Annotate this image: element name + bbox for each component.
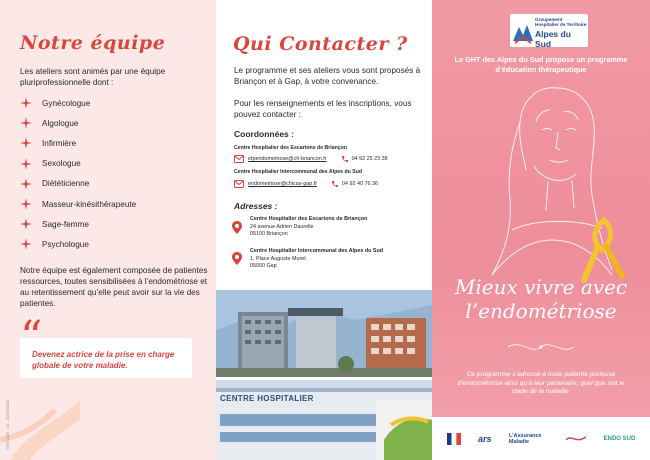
phone-label: 04 92 40 76 36 — [342, 181, 378, 187]
location-pin-icon — [232, 221, 242, 234]
phone-label: 04 92 25 23 38 — [351, 156, 388, 162]
ribbon-decoration-icon — [0, 380, 80, 460]
cover-title — [432, 275, 650, 323]
list-item — [20, 174, 136, 194]
cover-tagline: Le GHT des Alpes du Sud propose un programme d’éducation thérapeutique — [454, 55, 628, 74]
cover-subtitle: Ce programme s’adresse à toute patiente porteuse d’endométriose ainsi qu’à leur partenaire, quel que soit le stade de la maladie. — [457, 371, 625, 395]
star-bullet-icon — [20, 238, 32, 250]
team-item-label: Gynécologue — [42, 98, 91, 108]
quote-mark-icon: “ — [20, 312, 43, 363]
star-bullet-icon — [20, 178, 32, 190]
phone-number — [341, 155, 388, 163]
star-bullet-icon — [20, 117, 32, 129]
hospital-sign: CENTRE HOSPITALIER — [220, 394, 314, 403]
hospital-briancon-photo — [216, 290, 432, 377]
logo-text: Groupement — [535, 17, 563, 22]
location-pin-icon — [232, 252, 242, 265]
address-block — [250, 248, 383, 271]
flourish-decoration-icon — [506, 337, 576, 357]
list-item — [20, 113, 136, 133]
phone-icon — [341, 155, 349, 163]
team-title: Notre équipe — [20, 32, 166, 54]
cover-title-line: l’endométriose — [465, 299, 617, 323]
endo-logo — [566, 434, 586, 444]
star-bullet-icon — [20, 97, 32, 109]
email-link[interactable]: etpendometriose@ch-briancon.fr — [248, 156, 327, 162]
contact-intro: Le programme et ses ateliers vous sont proposés à Briançon et à Gap, à votre convenance. — [234, 66, 421, 86]
list-item — [20, 214, 136, 234]
star-bullet-icon — [20, 198, 32, 210]
phone-number — [331, 180, 378, 188]
team-item-label: Masseur-kinésithérapeute — [42, 199, 137, 209]
star-bullet-icon — [20, 218, 32, 230]
team-item-label: Infirmière — [42, 138, 77, 148]
contact-instructions: Pour les renseignements et les inscriptions, vous pouvez contacter : — [234, 99, 412, 119]
logo-text: Hospitalier de Territoire — [535, 22, 587, 28]
logo-title: Alpes du Sud — [535, 29, 571, 49]
address-name: Centre Hospitalier Intercommunal des Alpes du Sud — [250, 248, 384, 254]
team-intro: Les ateliers sont animés par une équipe pluriprofessionnelle dont : — [20, 67, 166, 87]
cover-title-line: Mieux vivre avec — [454, 275, 628, 299]
address-name: Centre Hospitalier des Escartons de Briançon — [250, 216, 368, 222]
envelope-icon — [234, 180, 244, 188]
cover-panel — [432, 0, 650, 460]
address-street: 24 avenue Adrien Daurelle — [250, 223, 314, 230]
endosud-logo: ENDO SUD — [603, 435, 636, 442]
team-item-label: Sexologue — [42, 159, 81, 169]
star-bullet-icon — [20, 158, 32, 170]
contact-row — [234, 180, 378, 188]
quote-text: Devenez actrice de la prise en charge globale de votre maladie. — [32, 350, 175, 370]
mountain-logo-icon — [513, 17, 533, 45]
list-item — [20, 133, 136, 153]
team-item-label: Sage-femme — [42, 219, 89, 229]
address-city: 05100 Briançon — [250, 231, 288, 237]
team-item-label: Algologue — [42, 118, 79, 128]
address-block — [250, 216, 367, 239]
hospital-gap-photo — [216, 380, 432, 460]
team-list — [20, 93, 136, 255]
list-item — [20, 234, 136, 254]
woman-portrait-illustration — [452, 70, 642, 302]
address-street: 1, Place Auguste Muret — [250, 255, 306, 262]
republique-flag-icon — [447, 433, 461, 445]
envelope-icon — [234, 155, 244, 163]
ght-logo — [510, 14, 588, 47]
star-bullet-icon — [20, 137, 32, 149]
contact-panel — [216, 0, 432, 460]
partner-logos — [432, 417, 650, 460]
document-reference: GHT AdS - V1 - 20/07/2023 — [5, 400, 10, 449]
ars-logo: ars — [478, 433, 492, 444]
addresses-heading: Adresses : — [234, 201, 278, 211]
assurance-maladie-logo: L’Assurance Maladie — [508, 432, 542, 445]
contact-institution: Centre Hospitalier des Escartons de Briançon — [234, 145, 348, 151]
team-outro: Notre équipe est également composée de patientes ressources, toutes sensibilisées à l’endométriose et au retentissement qu’elle peut avoir sur la vie des patientes. — [20, 266, 208, 308]
list-item — [20, 93, 136, 113]
list-item — [20, 194, 136, 214]
endo-wave-icon — [566, 434, 586, 444]
contact-row — [234, 155, 388, 163]
email-link[interactable]: endometriose@chicas-gap.fr — [248, 181, 317, 187]
team-panel — [0, 0, 216, 460]
list-item — [20, 154, 136, 174]
phone-icon — [331, 180, 339, 188]
contact-title: Qui Contacter ? — [233, 33, 408, 55]
address-city: 05000 Gap — [250, 263, 277, 269]
republique-logo — [447, 433, 461, 445]
yellow-ribbon-icon — [584, 220, 622, 280]
coordinates-heading: Coordonnées : — [234, 129, 294, 139]
team-item-label: Psychologue — [42, 239, 89, 249]
team-item-label: Diététicienne — [42, 179, 90, 189]
contact-institution: Centre Hospitalier Intercommunal des Alpes du Sud — [234, 169, 363, 175]
